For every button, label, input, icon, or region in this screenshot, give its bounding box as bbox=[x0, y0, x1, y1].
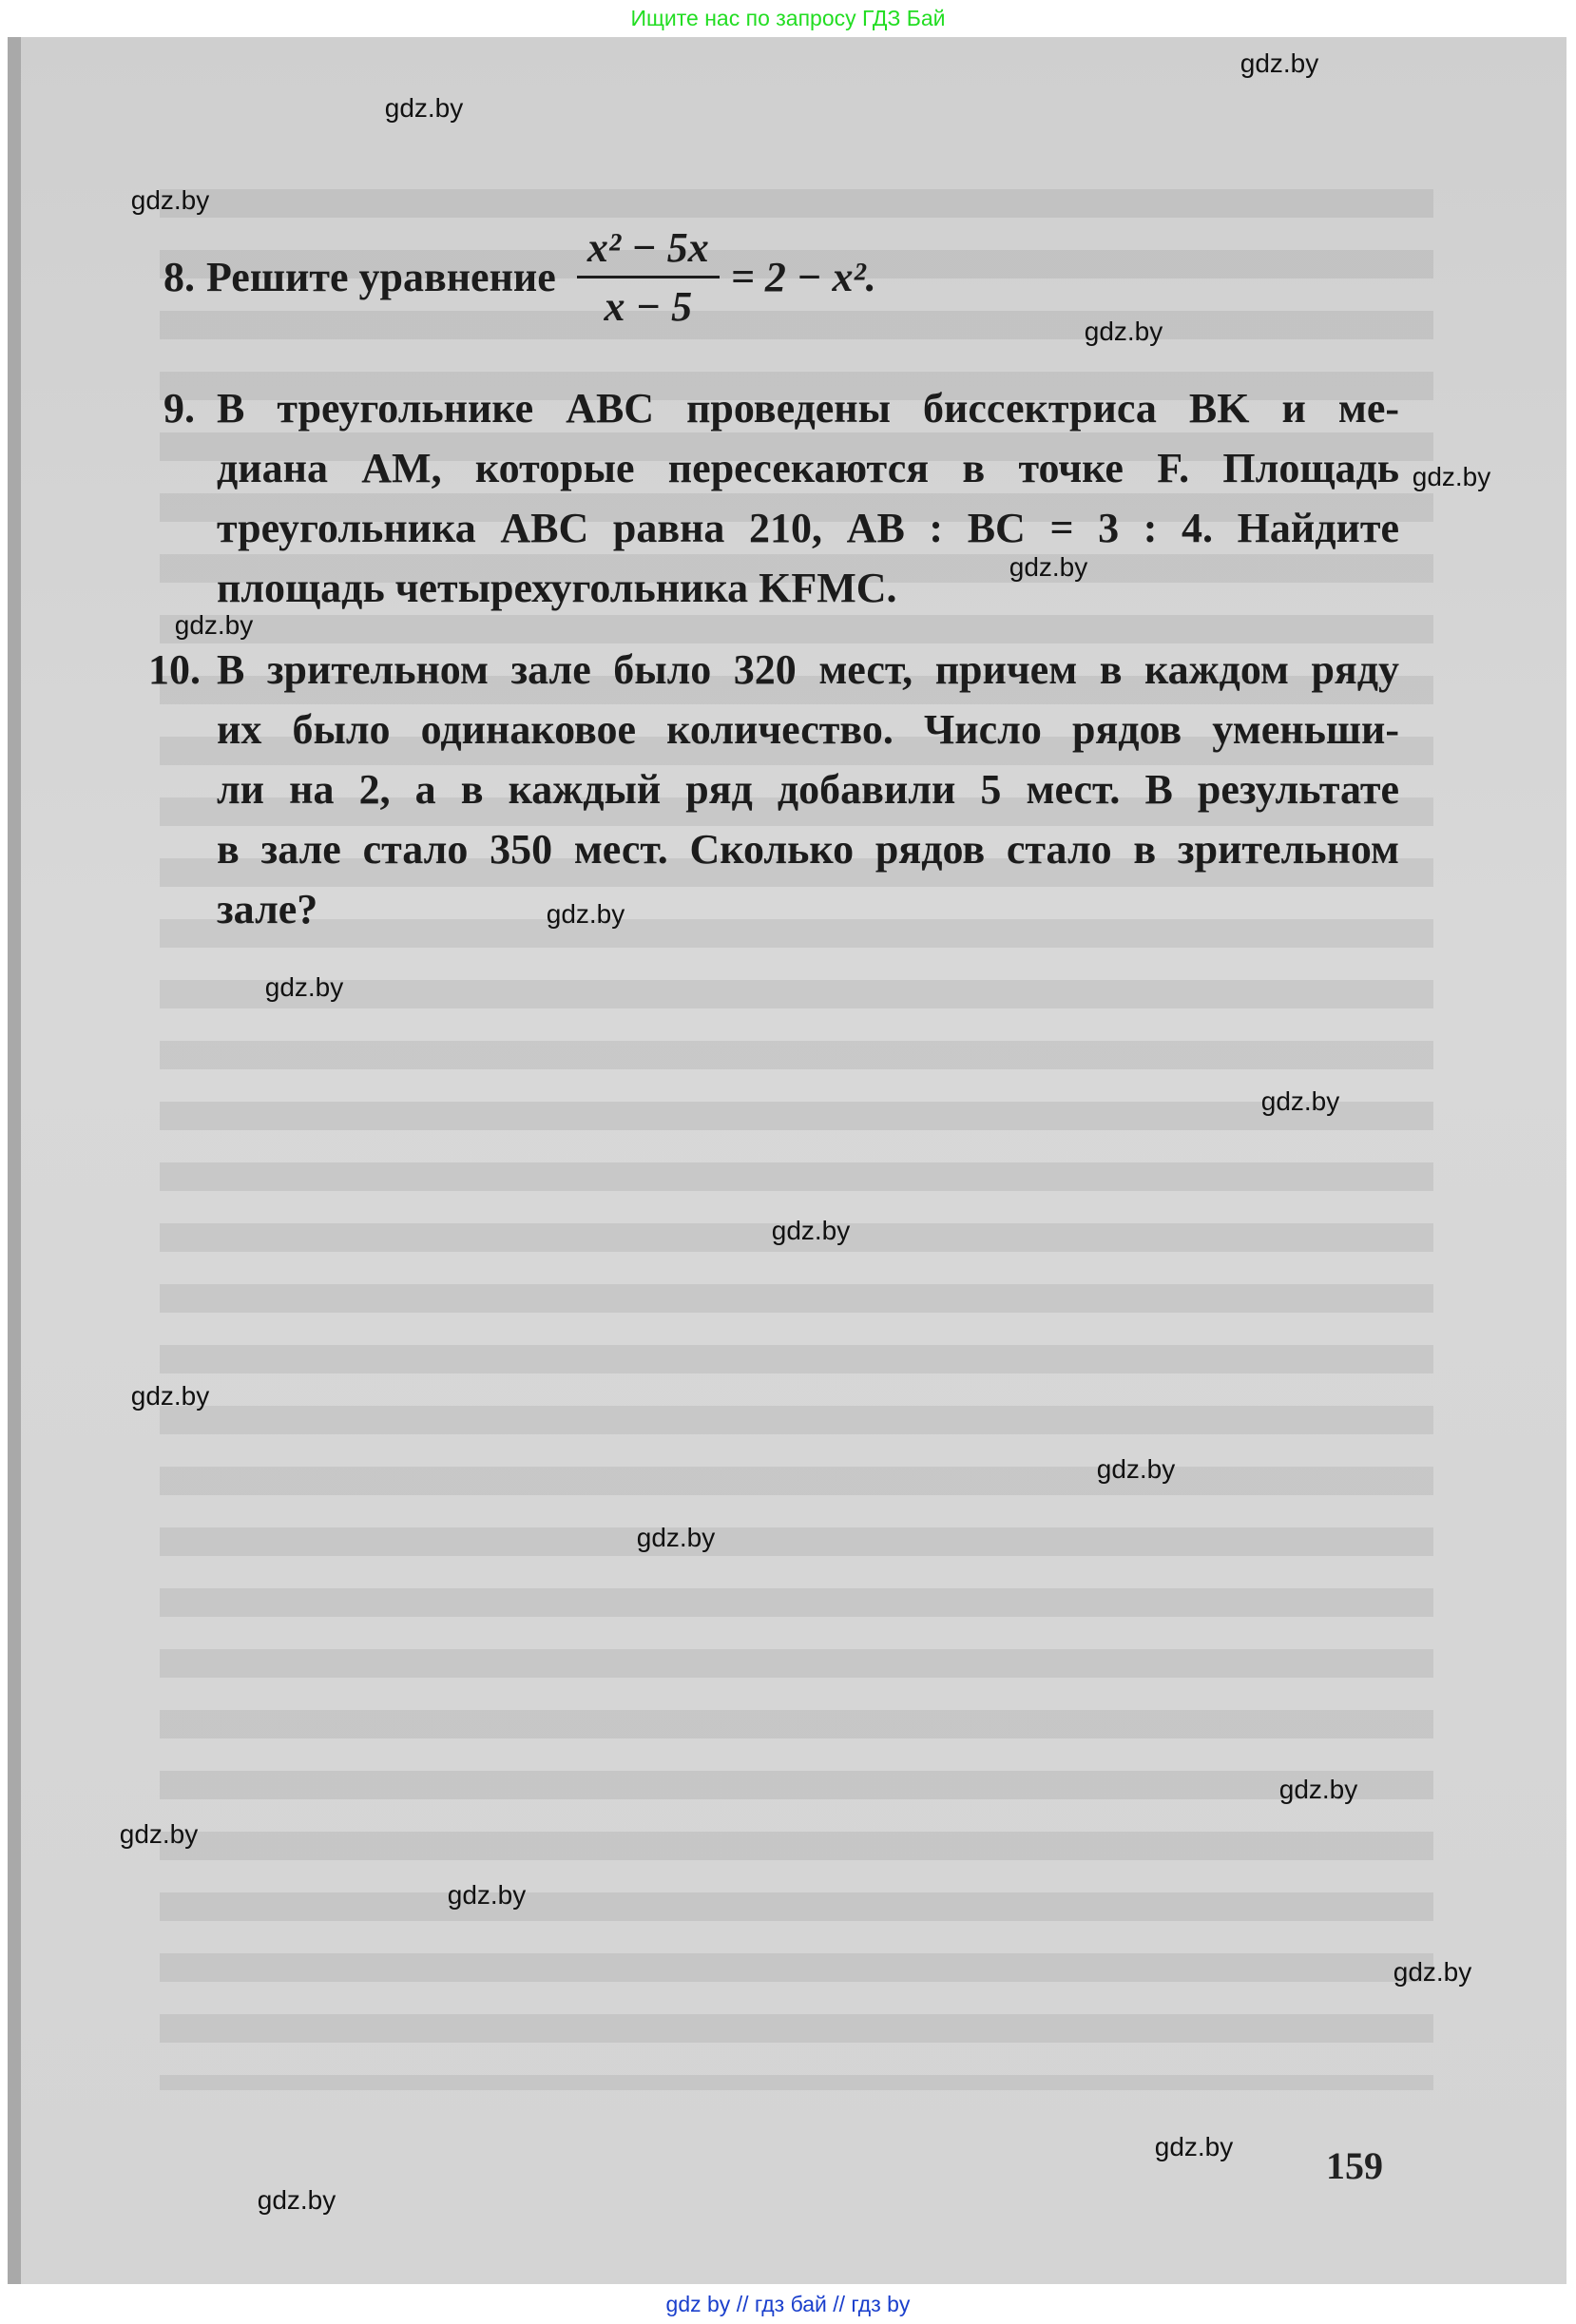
problem-line: ли на 2, а в каждый ряд добавили 5 мест. В результате bbox=[217, 766, 1399, 813]
watermark: gdz.by bbox=[546, 899, 625, 929]
problem-9 bbox=[163, 378, 1399, 618]
watermark: gdz.by bbox=[384, 93, 464, 123]
watermark: gdz.by bbox=[771, 1216, 851, 1245]
watermark: gdz.by bbox=[447, 1880, 527, 1910]
problem-line: зале? bbox=[217, 886, 318, 932]
problem-number: 10. bbox=[148, 646, 201, 693]
denominator: x − 5 bbox=[604, 283, 693, 330]
watermark: gdz.by bbox=[119, 1819, 199, 1849]
problem-line: В треугольнике ABC проведены биссектриса BK и ме- bbox=[217, 385, 1399, 432]
watermark: gdz.by bbox=[1009, 552, 1088, 582]
problem-line: диана AM, которые пересекаются в точке F. Площадь bbox=[217, 445, 1399, 491]
watermark: gdz.by bbox=[257, 2185, 336, 2215]
watermark: gdz.by bbox=[130, 1381, 210, 1411]
watermark: gdz.by bbox=[174, 610, 254, 640]
watermark: gdz.by bbox=[636, 1523, 716, 1552]
watermark: gdz.by bbox=[1154, 2132, 1234, 2161]
problem-line: их было одинаковое количество. Число рядов уменьши- bbox=[217, 706, 1399, 753]
right-hand-side: = 2 − x². bbox=[730, 254, 876, 300]
problem-line: треугольника ABC равна 210, AB : BC = 3 : 4. Найдите bbox=[217, 505, 1399, 551]
fraction bbox=[577, 223, 720, 331]
fraction-bar bbox=[577, 276, 720, 278]
problem-line: площадь четырехугольника KFMC. bbox=[217, 565, 897, 611]
bottom-banner[interactable]: gdz by // гдз бай // гдз by bbox=[665, 2292, 911, 2316]
watermark: gdz.by bbox=[1393, 1957, 1472, 1987]
watermark: gdz.by bbox=[1260, 1086, 1340, 1116]
problem-number: 9. bbox=[163, 385, 195, 432]
textbook-page bbox=[8, 37, 1566, 2284]
problem-10 bbox=[148, 640, 1399, 939]
page-edge bbox=[8, 37, 21, 2284]
top-banner[interactable]: Ищите нас по запросу ГДЗ Бай bbox=[630, 6, 946, 30]
watermark: gdz.by bbox=[1084, 317, 1163, 346]
watermark: gdz.by bbox=[130, 185, 210, 215]
problem-text: Решите уравнение bbox=[206, 254, 556, 300]
problem-line: В зрительном зале было 320 мест, причем в каждом ряду bbox=[217, 646, 1399, 693]
watermark: gdz.by bbox=[1278, 1775, 1358, 1804]
problem-8 bbox=[163, 223, 1399, 331]
problem-number: 8. bbox=[163, 254, 195, 300]
numerator: x² − 5x bbox=[586, 224, 709, 271]
watermark: gdz.by bbox=[1240, 48, 1319, 78]
watermark: gdz.by bbox=[1096, 1454, 1176, 1484]
problem-line: в зале стало 350 мест. Сколько рядов стало в зрительном bbox=[217, 826, 1399, 873]
page-number: 159 bbox=[1326, 2144, 1383, 2187]
watermark: gdz.by bbox=[1412, 462, 1491, 491]
watermark: gdz.by bbox=[264, 972, 344, 1002]
